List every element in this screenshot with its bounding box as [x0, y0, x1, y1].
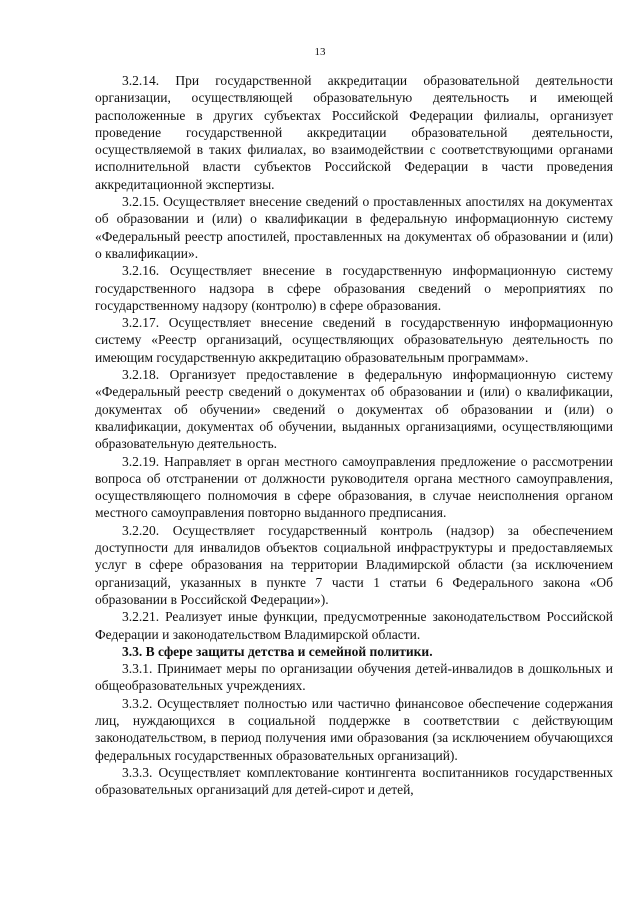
paragraph-3-3-3: 3.3.3. Осуществляет комплектование контингента воспитанников государственных образовательных организаций для детей-сирот и детей, [95, 764, 613, 798]
page-number: 13 [314, 46, 326, 58]
section-heading-3-3: 3.3. В сфере защиты детства и семейной политики. [122, 643, 433, 659]
paragraph-3-2-20: 3.2.20. Осуществляет государственный контроль (надзор) за обеспечением доступности для инвалидов объектов социальной инфраструктуры и предоставляемых услуг в сфере образования на территории Владимирской области (за исключением организаций, указанных в пункте 7 части 1 статьи 6 Федерального закона «Об образовании в Российской Федерации»). [95, 522, 613, 607]
paragraph-3-2-15: 3.2.15. Осуществляет внесение сведений о проставленных апостилях на документах об образовании и (или) о квалификации в федеральную информационную систему «Федеральный реестр апостилей, проставленных на документах об образовании и (или) о квалификации». [95, 194, 613, 261]
paragraph-3-2-21: 3.2.21. Реализует иные функции, предусмотренные законодательством Российской Федерации и законодательством Владимирской области. [95, 609, 613, 642]
paragraph-3-2-17: 3.2.17. Осуществляет внесение сведений в государственную информационную систему «Реестр организаций, осуществляющих образовательную деятельность по имеющим государственную аккредитацию образовательным программам». [95, 315, 613, 365]
paragraph-3-2-16: 3.2.16. Осуществляет внесение в государственную информационную систему государственного надзора в сфере образования сведений о мероприятиях по государственному надзору (контролю) в сфере образования. [95, 263, 613, 313]
paragraph-3-2-19: 3.2.19. Направляет в орган местного самоуправления предложение о рассмотрении вопроса об отстранении от должности руководителя органа местного самоуправления, осуществляющего полномочия в сфере образования, в случае неисполнения органом местного самоуправления повторно выданного предписания. [95, 453, 613, 521]
paragraph-3-2-18: 3.2.18. Организует предоставление в федеральную информационную систему «Федеральный реестр сведений о документах об образовании и (или) о квалификации, документах об обучении» сведений о документах об образовании и (или) о квалификации, документах об обучении, выданных организациями, осуществляющими образовательную деятельность. [95, 367, 613, 452]
paragraph-3-3-1: 3.3.1. Принимает меры по организации обучения детей-инвалидов в дошкольных и общеобразовательных учреждениях. [95, 661, 613, 694]
paragraph-3-3-2: 3.3.2. Осуществляет полностью или частично финансовое обеспечение содержания лиц, нуждающихся в социальной поддержке в соответствии с действующим законодательством, в период получения ими образования (за исключением обучающихся федеральных государственных образовательных организаций). [95, 695, 613, 763]
document-body [95, 72, 613, 798]
paragraph-3-2-14: 3.2.14. При государственной аккредитации образовательной деятельности организации, осуществляющей образовательную деятельность и имеющей расположенные в других субъектах Российской Федерации филиалы, организует проведение государственной аккредитации образовательной деятельности, осуществляемой в таких филиалах, во взаимодействии с соответствующими органами исполнительной власти субъектов Российской Федерации в части проведения аккредитационной экспертизы. [95, 73, 613, 192]
